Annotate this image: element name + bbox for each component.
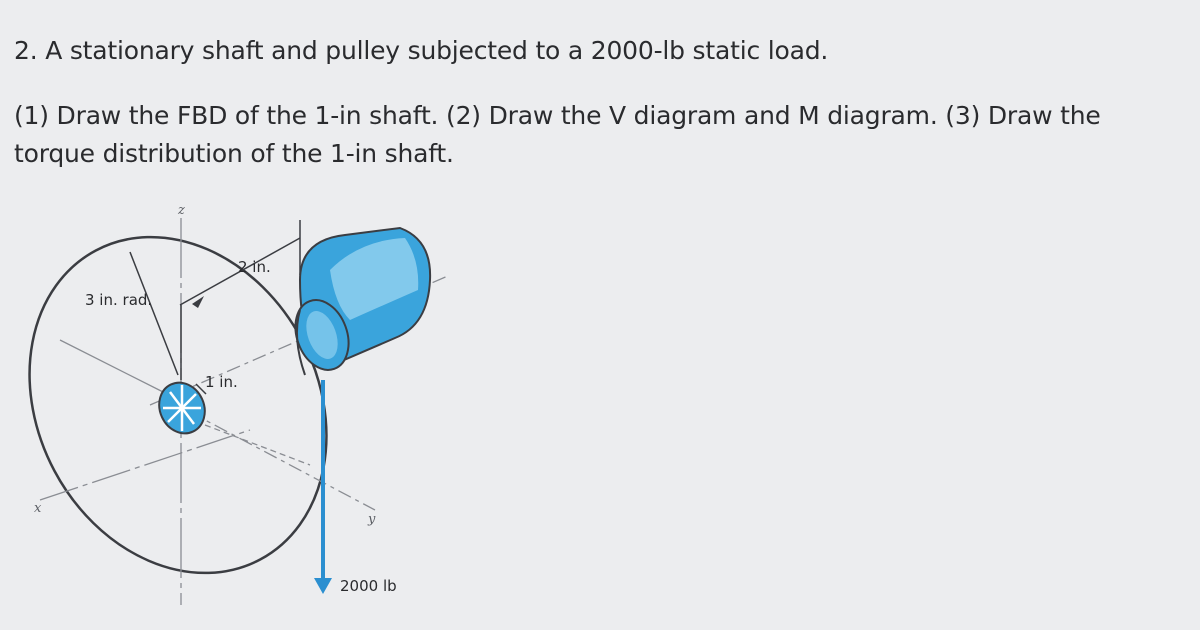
spoke-line-2	[205, 425, 310, 465]
dimension-lines	[130, 220, 300, 394]
load-arrow-head	[314, 578, 332, 594]
length-label: 2 in.	[238, 258, 271, 276]
y-axis-line	[190, 412, 375, 510]
pulley-radius-label: 3 in. rad.	[85, 291, 153, 309]
pulley-hub	[151, 375, 213, 441]
spoke-line-1	[60, 340, 175, 398]
load-label: 2000 lb	[340, 577, 397, 595]
shaft-pulley-figure	[0, 180, 1200, 630]
problem-tasks: (1) Draw the FBD of the 1-in shaft. (2) Draw the V diagram and M diagram. (3) Draw the torque distribution of the 1-in shaft.	[14, 101, 1101, 168]
radius-leader	[130, 252, 178, 375]
shaft-diameter-label: 1 in.	[205, 373, 238, 391]
axis-x-label: x	[34, 501, 42, 516]
axis-y-label: y	[368, 512, 376, 527]
shaft	[286, 228, 430, 377]
load-arrow	[314, 380, 332, 594]
problem-title: 2. A stationary shaft and pulley subjected to a 2000-lb static load.	[14, 36, 829, 65]
axis-z-label: z	[178, 203, 185, 218]
x-axis-line	[40, 430, 250, 500]
